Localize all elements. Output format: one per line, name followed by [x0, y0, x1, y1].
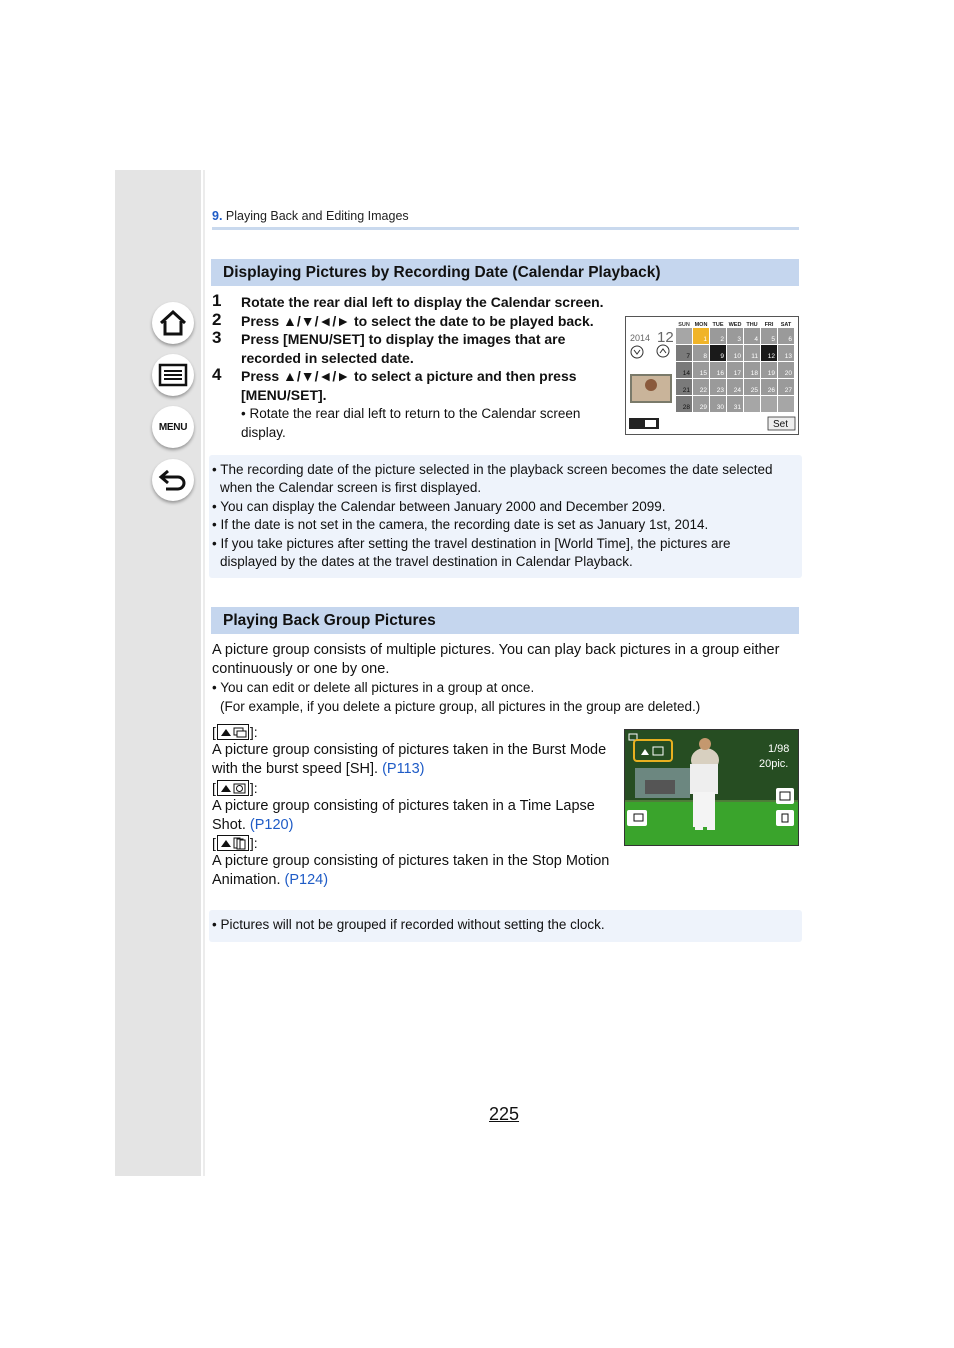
home-icon [158, 309, 188, 337]
page-link[interactable]: (P124) [284, 872, 329, 888]
calendar-day-number: 26 [767, 387, 775, 394]
group-desc-line [212, 816, 293, 835]
group-desc-line: A picture group consisting of pictures taken in a Time Lapse [212, 798, 595, 814]
group-desc-text: Shot. [212, 817, 250, 833]
example-line: (For example, if you delete a picture group, all pictures in the group are deleted.) [220, 699, 701, 714]
set-button-label: Set [773, 419, 789, 430]
calendar-day-number: 23 [716, 387, 724, 394]
calendar-grid [626, 317, 798, 434]
calendar-day-header: SAT [780, 322, 792, 328]
group-playback-icon [627, 810, 647, 826]
calendar-day-number: 28 [682, 404, 690, 411]
calendar-day-header: WED [728, 322, 742, 328]
burst-group-icon-label: [ ]: [212, 724, 258, 740]
step-number: 1 [212, 291, 222, 310]
calendar-year: 2014 [630, 333, 651, 343]
calendar-day-number: 6 [788, 336, 792, 343]
breadcrumb [212, 209, 409, 223]
menu-button[interactable] [152, 406, 194, 448]
step-text: Press [MENU/SET] to display the images that are [241, 331, 566, 347]
calendar-day-number: 18 [750, 370, 758, 377]
time-lapse-group-icon-label: [ ]: [212, 780, 258, 796]
calendar-day-number: 4 [754, 336, 758, 343]
bullet-line: • You can edit or delete all pictures in a group at once. [212, 680, 535, 695]
group-desc-line: A picture group consisting of pictures taken in the Stop Motion [212, 853, 610, 869]
image-counter: 1/98 [768, 743, 790, 755]
calendar-day-number: 7 [686, 353, 690, 360]
note-line: when the Calendar screen is first displayed. [220, 480, 482, 495]
calendar-day-cell[interactable] [778, 396, 794, 412]
section-heading-group: Playing Back Group Pictures [211, 607, 799, 634]
note-line: • If the date is not set in the camera, the recording date is set as January 1st, 2014. [212, 517, 709, 532]
calendar-day-number: 19 [767, 370, 775, 377]
thumbnail-face [645, 379, 657, 391]
chapter-number: 9. [212, 209, 223, 223]
calendar-day-number: 31 [733, 404, 741, 411]
burst-group-icon [217, 724, 249, 740]
prev-month-icon [631, 346, 643, 358]
calendar-day-number: 2 [720, 336, 724, 343]
calendar-day-cell[interactable] [744, 396, 760, 412]
note-line: displayed by the dates at the travel destination in Calendar Playback. [220, 554, 633, 569]
delete-icon [776, 810, 794, 826]
note-line: • The recording date of the picture selected in the playback screen becomes the date selected [212, 462, 773, 477]
section-heading-calendar: Displaying Pictures by Recording Date (Calendar Playback) [211, 259, 799, 286]
home-button[interactable] [152, 302, 194, 344]
calendar-day-header: SUN [678, 322, 690, 328]
header-rule [212, 227, 799, 230]
time-lapse-group-icon [217, 780, 249, 796]
intro-line: continuously or one by one. [212, 661, 390, 677]
calendar-day-number: 24 [733, 387, 741, 394]
calendar-day-number: 10 [733, 353, 741, 360]
calendar-day-number: 5 [771, 336, 775, 343]
contents-button[interactable] [152, 354, 194, 396]
calendar-screen-illustration [625, 316, 799, 435]
stop-motion-group-icon [217, 835, 249, 851]
back-button[interactable] [152, 459, 194, 501]
step-number: 2 [212, 310, 222, 329]
grid-icon [776, 788, 794, 804]
calendar-day-number: 25 [750, 387, 758, 394]
group-desc-text: Animation. [212, 872, 285, 888]
calendar-day-cell[interactable] [761, 396, 777, 412]
step-text: Rotate the rear dial left to display the Calendar screen. [241, 294, 604, 310]
calendar-day-number: 21 [682, 387, 690, 394]
calendar-day-number: 30 [716, 404, 724, 411]
calendar-day-number: 8 [703, 353, 707, 360]
group-desc-line [212, 871, 328, 890]
calendar-day-number: 9 [720, 353, 724, 360]
playback-mode-icon [629, 418, 659, 429]
calendar-day-number: 29 [699, 404, 707, 411]
calendar-day-number: 14 [682, 370, 690, 377]
calendar-day-header: MON [694, 322, 708, 328]
group-desc-line: A picture group consisting of pictures taken in the Burst Mode [212, 742, 607, 758]
return-arrow-icon [158, 467, 188, 493]
group-desc-text: with the burst speed [SH]. [212, 761, 383, 777]
step-text: Press ▲/▼/◄/► to select a picture and then press [241, 368, 577, 384]
calendar-day-number: 1 [703, 336, 707, 343]
calendar-day-number: 27 [784, 387, 792, 394]
calendar-day-number: 17 [733, 370, 741, 377]
list-icon [158, 363, 188, 387]
intro-line: A picture group consists of multiple pictures. You can play back pictures in a group either [212, 642, 780, 658]
calendar-day-number: 12 [767, 353, 775, 360]
calendar-day-number: 3 [737, 336, 741, 343]
page-number: 225 [489, 1104, 520, 1124]
side-divider [203, 170, 205, 1176]
calendar-day-cell[interactable] [676, 328, 692, 344]
stop-motion-group-icon-label: [ ]: [212, 835, 258, 851]
playback-screen-illustration [624, 729, 799, 846]
calendar-day-header: TUE [712, 322, 724, 328]
chapter-title: Playing Back and Editing Images [225, 209, 409, 223]
calendar-day-number: 22 [699, 387, 707, 394]
next-month-icon [657, 345, 669, 357]
calendar-day-number: 20 [784, 370, 792, 377]
step-text-continued: recorded in selected date. [241, 350, 414, 366]
golfer-photo [625, 730, 798, 845]
step-sub-bullet: • Rotate the rear dial left to return to the Calendar screen display. [241, 406, 581, 440]
calendar-day-header: FRI [764, 322, 774, 328]
step-number: 3 [212, 328, 222, 347]
note-line: • Pictures will not be grouped if recorded without setting the clock. [212, 917, 605, 932]
note-line: • If you take pictures after setting the travel destination in [World Time], the pictures are [212, 536, 731, 551]
page-link[interactable]: (P113) [382, 761, 425, 777]
group-desc-line [212, 760, 425, 779]
calendar-day-number: 15 [699, 370, 707, 377]
step-text-continued: [MENU/SET]. [241, 387, 327, 403]
calendar-day-number: 11 [751, 353, 758, 360]
calendar-day-number: 13 [784, 353, 792, 360]
menu-label: MENU [158, 421, 188, 433]
calendar-day-number: 16 [716, 370, 724, 377]
calendar-day-header: THU [746, 322, 758, 328]
step-text: Press ▲/▼/◄/► to select the date to be played back. [241, 313, 594, 329]
page-link[interactable]: (P120) [249, 817, 294, 833]
calendar-month: 12 [657, 329, 674, 346]
note-line: • You can display the Calendar between January 2000 and December 2099. [212, 499, 666, 514]
step-number: 4 [212, 365, 222, 384]
group-pic-count: 20pic. [759, 758, 789, 770]
